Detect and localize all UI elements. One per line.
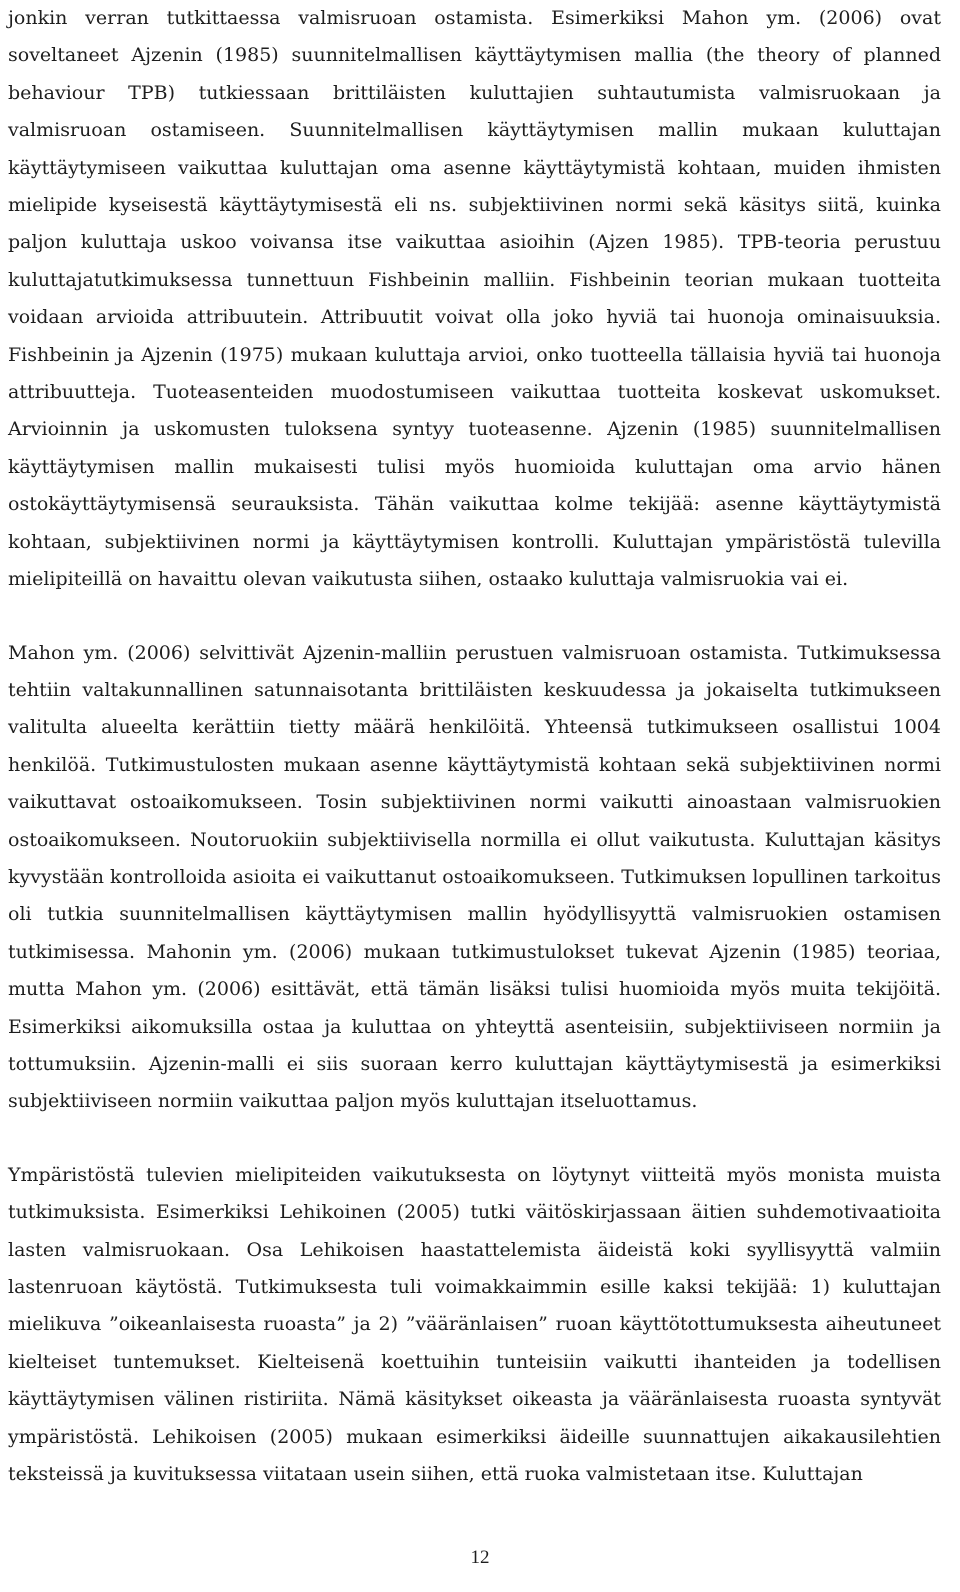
page-number: 12	[470, 1547, 490, 1568]
document-page	[8, 0, 941, 1493]
paragraph-3: Ympäristöstä tulevien mielipiteiden vaikutuksesta on löytynyt viitteitä myös monista muista tutkimuksista. Esimerkiksi Lehikoinen (2005) tutki väitöskirjassaan äitien suhdemotivaatioita lasten valmisruokaan. Osa Lehikoisen haastattelemista äideistä koki syyllisyyttä valmiin lastenruoan käytöstä. Tutkimuksesta tuli voimakkaimmin esille kaksi tekijää: 1) kuluttajan mielikuva ”oikeanlaisesta ruoasta” ja 2) ”vääränlaisen” ruoan käyttötottumuksesta aiheutuneet kielteiset tuntemukset. Kielteisenä koettuihin tunteisiin vaikutti ihanteiden ja todellisen käyttäytymisen välinen ristiriita. Nämä käsitykset oikeasta ja vääränlaisesta ruoasta syntyvät ympäristöstä. Lehikoisen (2005) mukaan esimerkiksi äideille suunnattujen aikakausilehtien teksteissä ja kuvituksessa viitataan usein siihen, että ruoka valmistetaan itse. Kuluttajan	[8, 1163, 941, 1486]
paragraph-2: Mahon ym. (2006) selvittivät Ajzenin-malliin perustuen valmisruoan ostamista. Tutkimuksessa tehtiin valtakunnallinen satunnaisotanta brittiläisten keskuudessa ja jokaiselta tutkimukseen valitulta alueelta kerättiin tietty määrä henkilöitä. Yhteensä tutkimukseen osallistui 1004 henkilöä. Tutkimustulosten mukaan asenne käyttäytymistä kohtaan sekä subjektiivinen normi vaikuttavat ostoaikomukseen. Tosin subjektiivinen normi vaikutti ainoastaan valmisruokien ostoaikomukseen. Noutoruokiin subjektiivisella normilla ei ollut vaikutusta. Kuluttajan käsitys kyvystään kontrolloida asioita ei vaikuttanut ostoaikomukseen. Tutkimuksen lopullinen tarkoitus oli tutkia suunnitelmallisen käyttäytymisen mallin hyödyllisyyttä valmisruokien ostamisen tutkimisessa. Mahonin ym. (2006) mukaan tutkimustulokset tukevat Ajzenin (1985) teoriaa, mutta Mahon ym. (2006) esittävät, että tämän lisäksi tulisi huomioida myös muita tekijöitä. Esimerkiksi aikomuksilla ostaa ja kuluttaa on yhteyttä asenteisiin, subjektiiviseen normiin ja tottumuksiin. Ajzenin-malli ei siis suoraan kerro kuluttajan käyttäytymisestä ja esimerkiksi subjektiiviseen normiin vaikuttaa paljon myös kuluttajan itseluottamus.	[8, 641, 941, 1113]
paragraph-1: jonkin verran tutkittaessa valmisruoan ostamista. Esimerkiksi Mahon ym. (2006) ovat soveltaneet Ajzenin (1985) suunnitelmallisen käyttäytymisen mallia (the theory of planned behaviour TPB) tutkiessaan brittiläisten kuluttajien suhtautumista valmisruokaan ja valmisruoan ostamiseen. Suunnitelmallisen käyttäytymisen mallin mukaan kuluttajan käyttäytymiseen vaikuttaa kuluttajan oma asenne käyttäytymistä kohtaan, muiden ihmisten mielipide kyseisestä käyttäytymisestä eli ns. subjektiivinen normi sekä käsitys siitä, kuinka paljon kuluttaja uskoo voivansa itse vaikuttaa asioihin (Ajzen 1985). TPB-teoria perustuu kuluttajatutkimuksessa tunnettuun Fishbeinin malliin. Fishbeinin teorian mukaan tuotteita voidaan arvioida attribuutein. Attribuutit voivat olla joko hyviä tai huonoja ominaisuuksia. Fishbeinin ja Ajzenin (1975) mukaan kuluttaja arvioi, onko tuotteella tällaisia hyviä tai huonoja attribuutteja. Tuoteasenteiden muodostumiseen vaikuttaa tuotteita koskevat uskomukset. Arvioinnin ja uskomusten tuloksena syntyy tuoteasenne. Ajzenin (1985) suunnitelmallisen käyttäytymisen mallin mukaisesti tulisi myös huomioida kuluttajan oma arvio hänen ostokäyttäytymisensä seurauksista. Tähän vaikuttaa kolme tekijää: asenne käyttäytymistä kohtaan, subjektiivinen normi ja käyttäytymisen kontrolli. Kuluttajan ympäristöstä tulevilla mielipiteillä on havaittu olevan vaikutusta siihen, ostaako kuluttaja valmisruokia vai ei.	[8, 7, 941, 591]
